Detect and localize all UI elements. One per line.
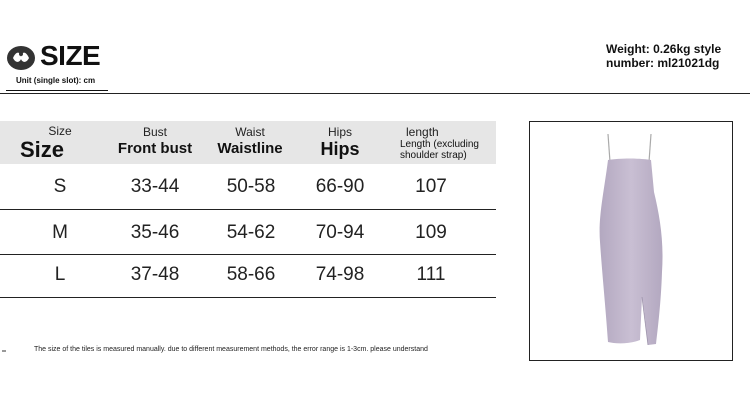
product-meta xyxy=(606,42,734,70)
unit-note: Unit (single slot): cm xyxy=(16,76,96,85)
col-header-length xyxy=(384,125,498,161)
col-header-length-small: length xyxy=(406,125,439,139)
header-divider xyxy=(0,93,750,94)
col-header-waist-small: Waist xyxy=(235,125,265,139)
col-header-bust xyxy=(100,125,210,159)
bust-cell: 37-48 xyxy=(130,264,180,285)
col-header-waist xyxy=(200,125,300,159)
length-cell: 109 xyxy=(415,222,447,243)
product-photo xyxy=(529,121,733,361)
style-number-line: number: ml21021dg xyxy=(606,56,720,70)
col-header-size xyxy=(20,124,100,162)
size-cell: S xyxy=(53,176,67,197)
col-header-size-small: Size xyxy=(48,124,72,138)
waist-cell: 50-58 xyxy=(226,176,276,197)
waist-cell: 58-66 xyxy=(226,264,276,285)
brand-logo-icon xyxy=(6,44,36,72)
col-header-bust-big: Front bust xyxy=(117,140,193,157)
bust-cell: 33-44 xyxy=(130,176,180,197)
hips-cell: 66-90 xyxy=(315,176,365,197)
row-divider xyxy=(0,209,496,210)
col-header-bust-small: Bust xyxy=(142,125,167,139)
hips-cell: 74-98 xyxy=(315,264,365,285)
hips-cell: 70-94 xyxy=(315,222,365,243)
row-divider xyxy=(0,254,496,255)
col-header-hips xyxy=(300,125,380,160)
weight-line: Weight: 0.26kg style xyxy=(606,42,722,56)
col-header-waist-big: Waistline xyxy=(217,140,283,157)
col-header-length-big: Length (excluding shoulder strap) xyxy=(400,139,479,161)
waist-cell: 54-62 xyxy=(226,222,276,243)
size-cell: M xyxy=(52,222,68,243)
title-underline xyxy=(6,90,108,91)
bust-cell: 35-46 xyxy=(130,222,180,243)
col-header-hips-big: Hips xyxy=(320,139,360,159)
row-divider xyxy=(0,297,496,298)
col-header-hips-small: Hips xyxy=(327,125,352,139)
page-title: SIZE xyxy=(40,40,101,71)
dress-photo-icon xyxy=(530,122,732,360)
measurement-note: The size of the tiles is measured manually. due to different measurement methods, the error range is 1-3cm. please understand xyxy=(34,346,428,353)
col-header-size-big: Size xyxy=(20,137,65,162)
length-cell: 107 xyxy=(415,176,447,197)
dash-mark xyxy=(2,350,6,352)
size-cell: L xyxy=(54,264,66,285)
length-cell: 111 xyxy=(416,264,446,285)
